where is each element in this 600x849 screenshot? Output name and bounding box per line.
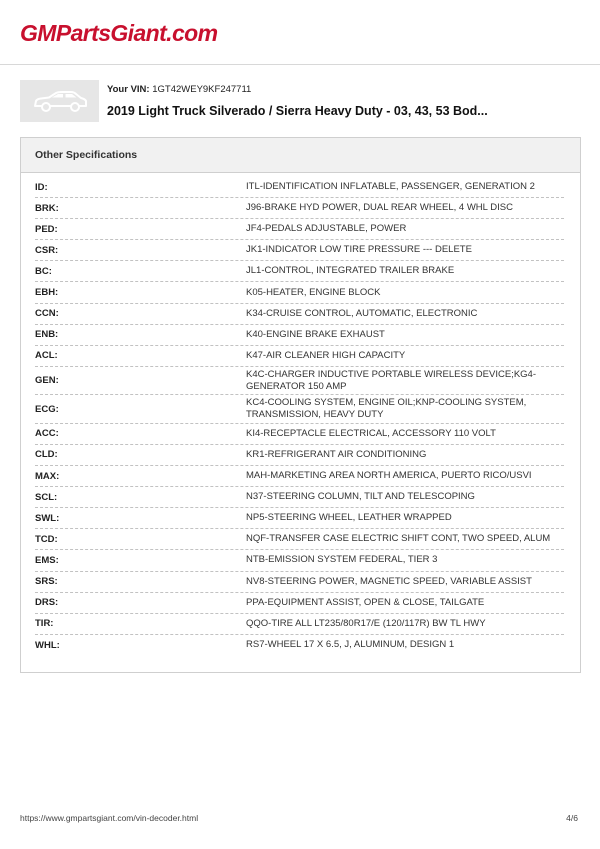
car-icon	[31, 88, 89, 114]
spec-value: K4C-CHARGER INDUCTIVE PORTABLE WIRELESS DEVICE;KG4-GENERATOR 150 AMP	[246, 368, 536, 392]
spec-code: TCD:	[35, 533, 58, 545]
spec-row	[35, 508, 564, 529]
spec-row	[35, 240, 564, 261]
spec-row	[35, 572, 564, 593]
spec-code: BRK:	[35, 202, 59, 214]
vehicle-title: 2019 Light Truck Silverado / Sierra Heavy Duty - 03, 43, 53 Bod...	[107, 104, 488, 118]
page-number: 4/6	[566, 813, 578, 823]
spec-row	[35, 395, 564, 424]
footer-url: https://www.gmpartsgiant.com/vin-decoder.html	[20, 813, 199, 823]
spec-row	[35, 614, 564, 635]
spec-row	[35, 445, 564, 466]
spec-row	[35, 325, 564, 346]
site-logo[interactable]: GMPartsGiant.com	[20, 20, 218, 46]
spec-code: ENB:	[35, 329, 59, 341]
spec-code: SWL:	[35, 512, 60, 524]
spec-row	[35, 635, 564, 656]
spec-code: ACC:	[35, 428, 59, 440]
spec-code: SRS:	[35, 576, 58, 588]
spec-code: DRS:	[35, 597, 59, 609]
spec-row	[35, 198, 564, 219]
spec-row	[35, 487, 564, 508]
spec-value: NP5-STEERING WHEEL, LEATHER WRAPPED	[246, 512, 452, 524]
spec-value: N37-STEERING COLUMN, TILT AND TELESCOPING	[246, 491, 475, 503]
spec-code: ECG:	[35, 403, 59, 415]
spec-value: K34-CRUISE CONTROL, AUTOMATIC, ELECTRONIC	[246, 307, 478, 319]
vehicle-summary	[20, 80, 580, 122]
spec-row	[35, 466, 564, 487]
spec-row	[35, 529, 564, 550]
vin-line	[107, 84, 251, 95]
vin-label: Your VIN:	[107, 84, 150, 95]
spec-value: RS7-WHEEL 17 X 6.5, J, ALUMINUM, DESIGN 1	[246, 639, 455, 651]
spec-row	[35, 282, 564, 303]
spec-code: CSR:	[35, 244, 59, 256]
vehicle-thumbnail	[20, 80, 99, 122]
spec-value: K40-ENGINE BRAKE EXHAUST	[246, 328, 385, 340]
spec-value: KI4-RECEPTACLE ELECTRICAL, ACCESSORY 110 VOLT	[246, 427, 496, 439]
spec-code: BC:	[35, 265, 52, 277]
spec-code: CLD:	[35, 449, 58, 461]
spec-code: EMS:	[35, 554, 59, 566]
spec-value: MAH-MARKETING AREA NORTH AMERICA, PUERTO RICO/USVI	[246, 470, 532, 482]
spec-value: QQO-TIRE ALL LT235/80R17/E (120/117R) BW TL HWY	[246, 617, 486, 629]
spec-value: PPA-EQUIPMENT ASSIST, OPEN & CLOSE, TAILGATE	[246, 596, 485, 608]
vin-value: 1GT42WEY9KF247711	[152, 84, 252, 95]
spec-value: NQF-TRANSFER CASE ELECTRIC SHIFT CONT, TWO SPEED, ALUM	[246, 533, 551, 545]
spec-value: JK1-INDICATOR LOW TIRE PRESSURE --- DELETE	[246, 244, 472, 256]
panel-heading: Other Specifications	[21, 138, 580, 173]
spec-value: J96-BRAKE HYD POWER, DUAL REAR WHEEL, 4 WHL DISC	[246, 202, 513, 214]
spec-value: JF4-PEDALS ADJUSTABLE, POWER	[246, 223, 407, 235]
spec-code: MAX:	[35, 470, 60, 482]
other-specifications-panel	[20, 137, 581, 673]
spec-row	[35, 550, 564, 571]
spec-code: WHL:	[35, 639, 60, 651]
spec-code: ACL:	[35, 350, 58, 362]
spec-row	[35, 177, 564, 198]
spec-code: PED:	[35, 223, 58, 235]
spec-row	[35, 261, 564, 282]
spec-row	[35, 304, 564, 325]
spec-code: CCN:	[35, 308, 59, 320]
spec-value: KR1-REFRIGERANT AIR CONDITIONING	[246, 448, 427, 460]
spec-value: NTB-EMISSION SYSTEM FEDERAL, TIER 3	[246, 554, 438, 566]
spec-value: KC4-COOLING SYSTEM, ENGINE OIL;KNP-COOLING SYSTEM, TRANSMISSION, HEAVY DUTY	[246, 397, 527, 421]
spec-row	[35, 593, 564, 614]
spec-value: K47-AIR CLEANER HIGH CAPACITY	[246, 349, 406, 361]
spec-row	[35, 219, 564, 240]
spec-list	[21, 173, 580, 656]
spec-value: ITL-IDENTIFICATION INFLATABLE, PASSENGER, GENERATION 2	[246, 181, 535, 193]
spec-code: TIR:	[35, 618, 54, 630]
spec-value: NV8-STEERING POWER, MAGNETIC SPEED, VARIABLE ASSIST	[246, 575, 532, 587]
spec-value: K05-HEATER, ENGINE BLOCK	[246, 286, 381, 298]
spec-code: SCL:	[35, 491, 58, 503]
spec-row	[35, 346, 564, 367]
spec-value: JL1-CONTROL, INTEGRATED TRAILER BRAKE	[246, 265, 455, 277]
spec-code: EBH:	[35, 287, 59, 299]
spec-row	[35, 424, 564, 445]
spec-row	[35, 367, 564, 396]
header-divider	[0, 64, 600, 65]
spec-code: GEN:	[35, 375, 59, 387]
spec-code: ID:	[35, 181, 48, 193]
